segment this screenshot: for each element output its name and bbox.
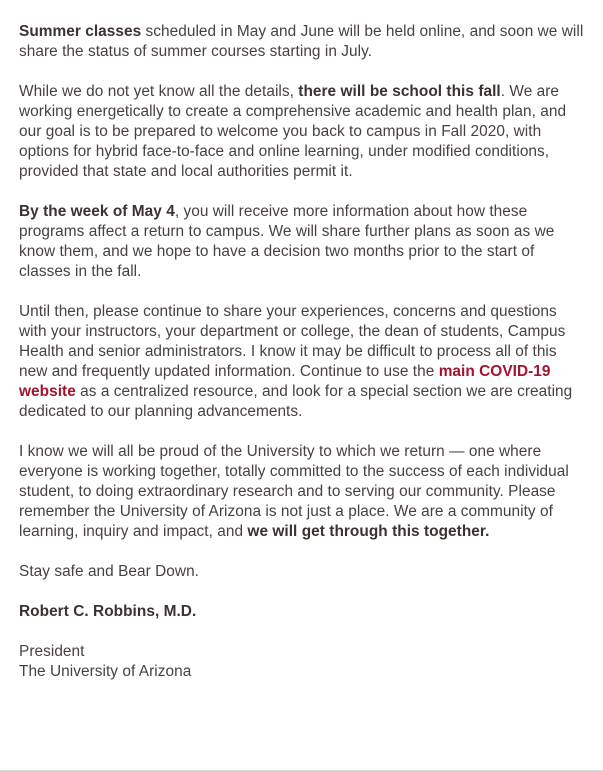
signature-name: Robert C. Robbins, M.D. [19, 603, 197, 620]
paragraph-community [19, 442, 585, 542]
signature-title-block [19, 642, 585, 682]
signature-institution: The University of Arizona [19, 663, 192, 680]
email-body [19, 22, 585, 702]
paragraph-text: While we do not yet know all the details, [19, 83, 299, 100]
signature-title: President [19, 643, 85, 660]
paragraph-text: . We are working energetically to create a comprehensive academic and health plan, and our goal is to be prepared to welcome you back to campus in Fall 2020, with options for hybrid face-to-face and online learning, under modified conditions, provided that state and local authorities permit it. [19, 83, 567, 180]
paragraph-text: , you will receive more information about how these programs affect a return to campus. We will share further plans as soon as we know them, and we hope to have a decision two months prior to the start of classes in the fall. [19, 203, 555, 280]
paragraph-text: Until then, please continue to share your experiences, concerns and questions with your instructors, your department or college, the dean of students, Campus Health and senior administrators. I know it may be difficult to process all of this new and frequently updated information. Continue to use the [19, 303, 566, 380]
bold-summer-classes: Summer classes [19, 23, 142, 40]
bold-school-this-fall: there will be school this fall [298, 83, 501, 100]
paragraph-text: I know we will all be proud of the University to which we return — one where everyone is working together, totally committed to the success of each individual student, to doing extraordinary research and to serving our community. Please remember the University of Arizona is not just a place. We are a community of learning, inquiry and impact, and [19, 443, 569, 540]
closing-line: Stay safe and Bear Down. [19, 563, 200, 580]
bold-week-of-may-4: By the week of May 4 [19, 203, 175, 220]
paragraph-share-experiences [19, 302, 585, 422]
paragraph-text: as a centralized resource, and look for a special section we are creating dedicated to our planning advancements. [19, 383, 573, 420]
signature-name-block [19, 602, 585, 622]
paragraph-text: scheduled in May and June will be held online, and soon we will share the status of summer courses starting in July. [19, 23, 584, 60]
paragraph-summer-classes [19, 22, 585, 62]
bold-get-through-together: we will get through this together. [247, 523, 490, 540]
paragraph-may-4 [19, 202, 585, 282]
paragraph-fall-school [19, 82, 585, 182]
covid-website-link[interactable]: main COVID-19 website [19, 363, 551, 400]
